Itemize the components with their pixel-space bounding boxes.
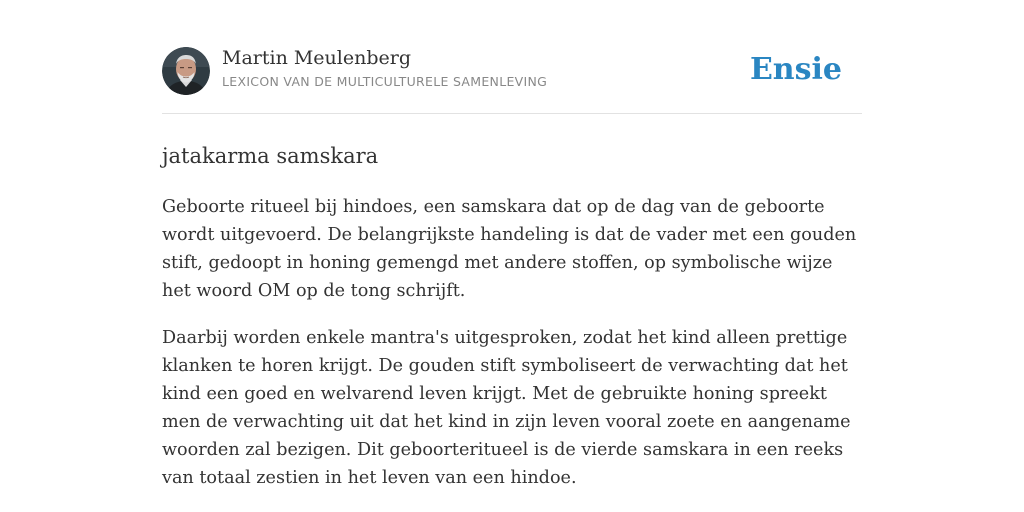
author-avatar[interactable] xyxy=(162,47,210,95)
entry-title: jatakarma samskara xyxy=(162,144,379,168)
entry-paragraph-2: Daarbij worden enkele mantra's uitgesproken, zodat het kind alleen prettige klanken te horen krijgt. De gouden stift symboliseert de verwachting dat het kind een goed en welvarend leven krijgt. Met de gebruikte honing spreekt men de verwachting uit dat het kind in zijn leven vooral zoete en aangename woorden zal bezigen. Dit geboorteritueel is de vierde samskara in een reeks van totaal zestien in het leven van een hindoe. xyxy=(162,328,851,488)
author-avatar-image xyxy=(162,47,210,95)
source-name[interactable]: LEXICON VAN DE MULTICULTURELE SAMENLEVING xyxy=(222,74,548,89)
entry-paragraph-1: Geboorte ritueel bij hindoes, een samskara dat op de dag van de geboorte wordt uitgevoerd. De belangrijkste handeling is dat de vader met een gouden stift, gedoopt in honing gemengd met andere stoffen, op symbolische wijze het woord OM op de tong schrijft. xyxy=(162,197,857,301)
author-name[interactable]: Martin Meulenberg xyxy=(222,47,411,69)
entry-card xyxy=(162,46,862,492)
ensie-logo[interactable]: Ensie xyxy=(749,52,842,87)
entry-header xyxy=(162,46,862,114)
